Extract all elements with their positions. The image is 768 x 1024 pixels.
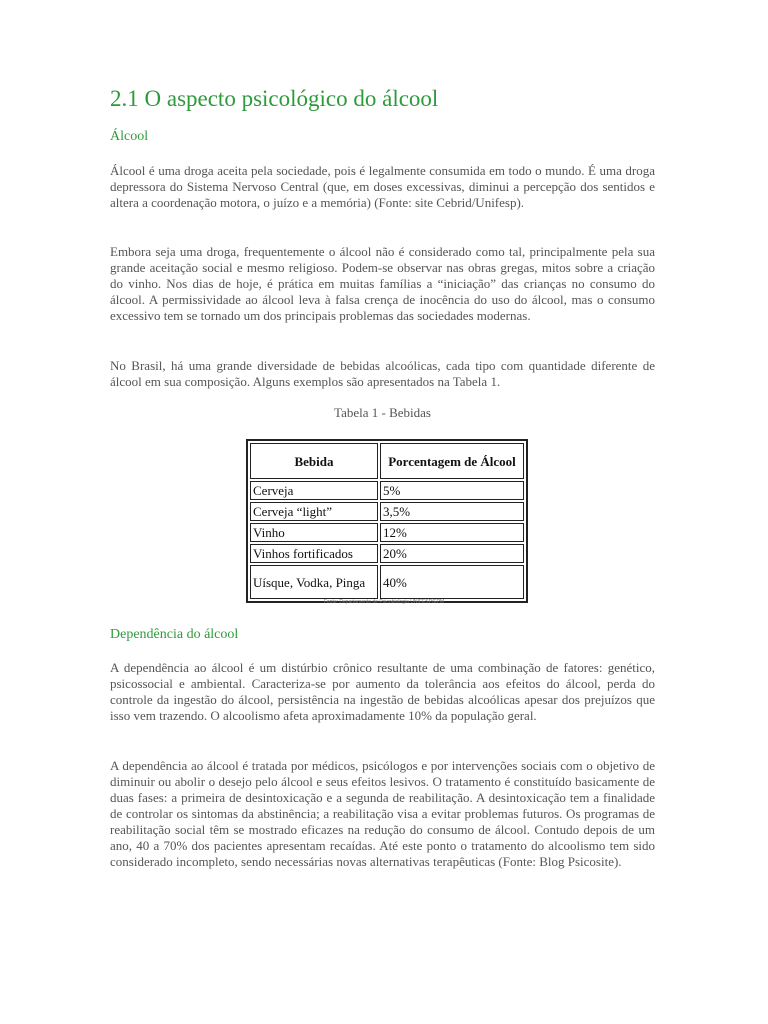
header-bebida: Bebida bbox=[250, 443, 378, 479]
table-row bbox=[250, 544, 524, 563]
table-caption: Tabela 1 - Bebidas bbox=[334, 405, 431, 420]
cell-bebida: Vinhos fortificados bbox=[250, 544, 378, 563]
paragraph-dependencia-1: A dependência ao álcool é um distúrbio crônico resultante de uma combinação de fatores: genético, psicossocial e ambiental. Caracteriza-se por aumento da tolerância aos efeitos do álcool, perda do controle da ingestão do álcool, persistência na ingestão de bebidas alcoólicas apesar dos prejuízos que isso vem trazendo. O alcoolismo afeta aproximadamente 10% da população geral. bbox=[110, 660, 655, 723]
paragraph-dependencia-2: A dependência ao álcool é tratada por médicos, psicólogos e por intervenções sociais com o objetivo de diminuir ou abolir o desejo pelo álcool e seus efeitos lesivos. O tratamento é constituído basicamente de duas fases: a primeira de desintoxicação e a segunda de reabilitação. A desintoxicação tem a finalidade de controlar os sintomas da abstinência; a reabilitação visa a evitar problemas futuros. Os programas de reabilitação social têm se mostrado eficazes na redução do consumo de álcool. Contudo depois de um ano, 40 a 70% dos pacientes apresentam recaídas. Até este ponto o tratamento do alcoolismo tem sido considerado incompleto, sendo necessárias novas alternativas terapêuticas (Fonte: Blog Psicosite). bbox=[110, 758, 655, 869]
page-title: 2.1 O aspecto psicológico do álcool bbox=[110, 86, 439, 111]
section-heading-alcool: Álcool bbox=[110, 129, 149, 144]
table-row bbox=[250, 502, 524, 521]
table-header-row bbox=[250, 443, 524, 479]
table-source-note: Fonte: Departamento de Psicobiologia UNIFESP/EPM bbox=[323, 599, 445, 605]
cell-bebida: Cerveja bbox=[250, 481, 378, 500]
beverages-table bbox=[246, 439, 528, 603]
cell-bebida: Vinho bbox=[250, 523, 378, 542]
table-row bbox=[250, 565, 524, 599]
cell-bebida: Cerveja “light” bbox=[250, 502, 378, 521]
cell-porcentagem: 12% bbox=[380, 523, 524, 542]
table-row bbox=[250, 481, 524, 500]
cell-porcentagem: 20% bbox=[380, 544, 524, 563]
table-row bbox=[250, 523, 524, 542]
paragraph-alcool-3: No Brasil, há uma grande diversidade de bebidas alcoólicas, cada tipo com quantidade diferente de álcool em sua composição. Alguns exemplos são apresentados na Tabela 1. bbox=[110, 358, 655, 389]
section-heading-dependencia: Dependência do álcool bbox=[110, 627, 239, 642]
paragraph-alcool-2: Embora seja uma droga, frequentemente o álcool não é considerado como tal, principalmente pela sua grande aceitação social e mesmo religioso. Podem-se observar nas obras gregas, mitos sobre a criação do vinho. Nos dias de hoje, é prática em muitas famílias a “iniciação” das crianças no consumo do álcool. A permissividade ao álcool leva à falsa crença de inocência do uso do álcool, mas o consumo excessivo tem se tornado um dos principais problemas das sociedades modernas. bbox=[110, 244, 655, 323]
paragraph-alcool-1: Álcool é uma droga aceita pela sociedade, pois é legalmente consumida em todo o mundo. É uma droga depressora do Sistema Nervoso Central (que, em doses excessivas, diminui a percepção dos sentidos e altera a coordenação motora, o juízo e a memória) (Fonte: site Cebrid/Unifesp). bbox=[110, 163, 655, 210]
cell-porcentagem: 40% bbox=[380, 565, 524, 599]
header-porcentagem: Porcentagem de Álcool bbox=[380, 443, 524, 479]
cell-porcentagem: 5% bbox=[380, 481, 524, 500]
cell-porcentagem: 3,5% bbox=[380, 502, 524, 521]
cell-bebida: Uísque, Vodka, Pinga bbox=[250, 565, 378, 599]
